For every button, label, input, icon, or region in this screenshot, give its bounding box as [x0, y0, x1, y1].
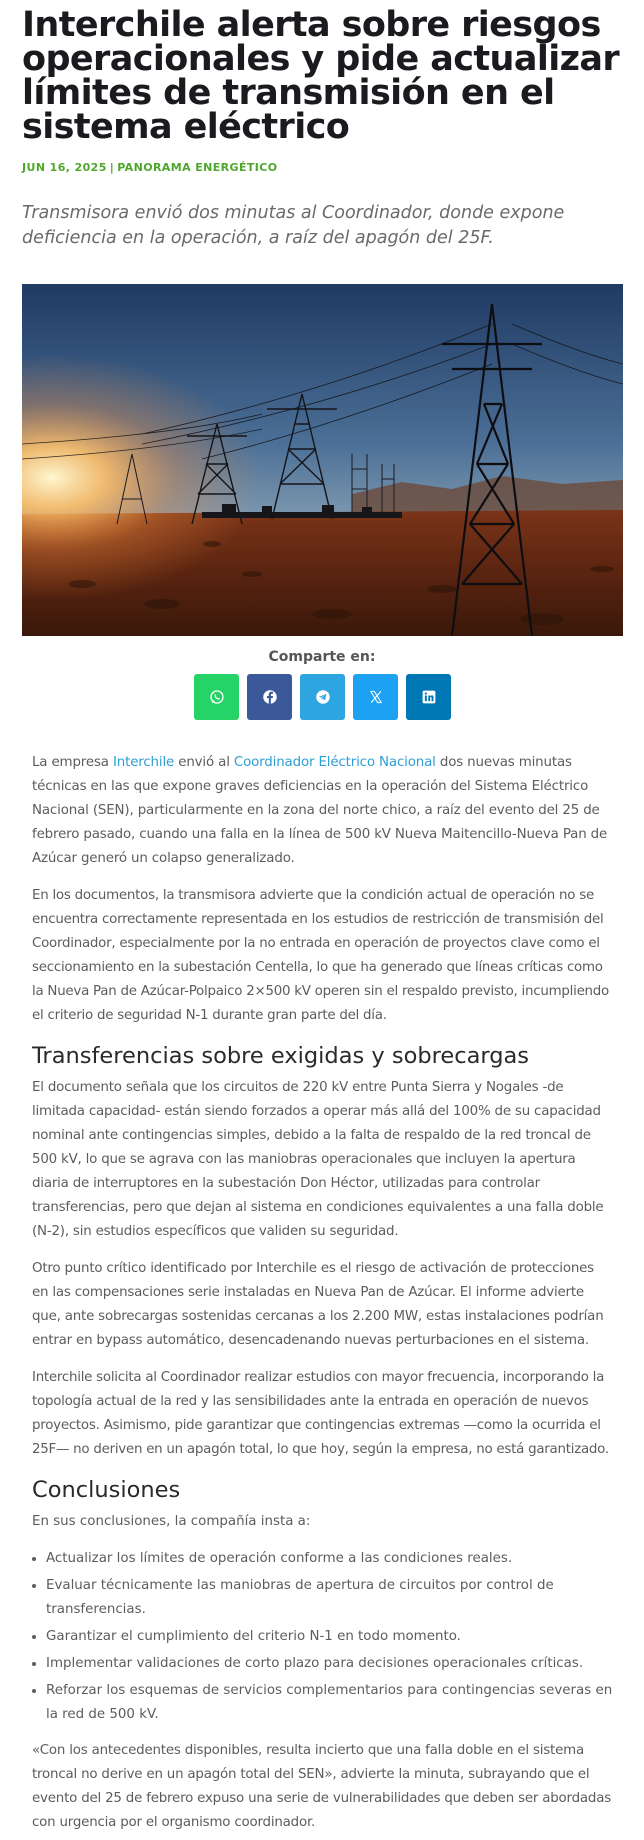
paragraph-requests: Interchile solicita al Coordinador realizar estudios con mayor frecuencia, incorporando la topología actual de la red y las sensibilidades ante la entrada en operación de nuevos proyectos. Asimismo, pide garantizar que contingencias extremas —como la ocurrida el 25F— no deriven en un apagón total, lo que hoy, según la empresa, no está garantizado. [32, 1370, 609, 1457]
article-title: Interchile alerta sobre riesgos operacionales y pide actualizar límites de transmisión en el sistema eléctrico [22, 5, 620, 147]
hero-image [22, 284, 623, 636]
intro-text-start: La empresa [32, 755, 113, 770]
facebook-icon [261, 688, 279, 706]
coordinador-link[interactable]: Coordinador Eléctrico Nacional [233, 755, 436, 770]
linkedin-share-button[interactable] [406, 674, 451, 720]
conclusions-list [32, 1547, 614, 1727]
paragraph-intro [32, 751, 614, 871]
share-buttons [194, 674, 451, 720]
paragraph-protections: Otro punto crítico identificado por Interchile es el riesgo de activación de protecciones en las compensaciones serie instaladas en Nueva Pan de Azúcar. El informe advierte que, ante sobrecargas sostenidas cercanas a los 2.200 MW, estas instalaciones podrían entrar en bypass automático, desencadenando nuevas perturbaciones en el sistema. [32, 1261, 604, 1348]
article-category[interactable]: PANORAMA ENERGÉTICO [117, 161, 278, 174]
article-subtitle: Transmisora envió dos minutas al Coordinador, donde expone deficiencia en la operación, a raíz del apagón del 25F. [22, 203, 565, 248]
interchile-link[interactable]: Interchile [112, 755, 175, 770]
heading-transferencias: Transferencias sobre exigidas y sobrecargas [32, 1043, 530, 1069]
paragraph-documents: En los documentos, la transmisora advierte que la condición actual de operación no se encuentra correctamente representada en los estudios de restricción de transmisión del Coordinador, especialmente por la no entrada en operación de proyectos clave como el seccionamiento en la subestación Centella, lo que ha generado que líneas críticas como la Nueva Pan de Azúcar-Polpaico 2×500 kV operen sin el respaldo previsto, incumpliendo el criterio de seguridad N-1 durante gran parte del día. [32, 888, 609, 1023]
intro-text-end: dos nuevas minutas técnicas en las que expone graves deficiencias en la operación del Sistema Eléctrico Nacional (SEN), particularmente en la zona del norte chico, a raíz del evento del 25 de febrero pasado, cuando una falla en la línea de 500 kV Nueva Maitencillo-Nueva Pan de Azúcar generó un colapso generalizado. [32, 755, 608, 866]
share-label: Comparte en: [268, 649, 376, 665]
article-body [32, 751, 614, 1840]
intro-text-mid: envió al [174, 755, 234, 770]
list-item: • Evaluar técnicamente las maniobras de apertura de circuitos por control de transferencias. [46, 1574, 614, 1622]
linkedin-icon [420, 688, 438, 706]
paragraph-circuits: El documento señala que los circuitos de 220 kV entre Punta Sierra y Nogales -de limitada capacidad- están siendo forzados a operar más allá del 100% de su capacidad nominal ante contingencias simples, debido a la falta de respaldo de la red troncal de 500 kV, lo que se agrava con las maniobras operacionales que incluyen la apertura diaria de interruptores en la subestación Don Héctor, utilizadas para controlar transferencias, pero que dejan al sistema en condiciones equivalentes a una falla doble (N-2), sin estudios específicos que validen su seguridad. [32, 1080, 604, 1239]
list-item: • Reforzar los esquemas de servicios complementarios para contingencias severas en la red de 500 kV. [46, 1679, 614, 1727]
x-icon [367, 688, 385, 706]
paragraph-quote: «Con los antecedentes disponibles, resulta incierto que una falla doble en el sistema troncal no derive en un apagón total del SEN», advierte la minuta, subrayando que el evento del 25 de febrero expuso una serie de vulnerabilidades que deben ser abordadas con urgencia por el organismo coordinador. [32, 1743, 612, 1830]
list-item: • Garantizar el cumplimiento del criterio N-1 en todo momento. [46, 1625, 614, 1649]
heading-conclusiones: Conclusiones [32, 1477, 181, 1503]
meta-separator: | [109, 161, 115, 174]
article-date: JUN 16, 2025 [22, 161, 107, 174]
list-item: • Implementar validaciones de corto plazo para decisiones operacionales críticas. [46, 1652, 614, 1676]
telegram-share-button[interactable] [300, 674, 345, 720]
article-meta [22, 161, 277, 174]
facebook-share-button[interactable] [247, 674, 292, 720]
list-item: • Actualizar los límites de operación conforme a las condiciones reales. [46, 1547, 614, 1571]
paragraph-conclusions-intro: En sus conclusiones, la compañía insta a: [32, 1514, 311, 1529]
x-share-button[interactable] [353, 674, 398, 720]
whatsapp-icon [208, 688, 226, 706]
telegram-icon [314, 688, 332, 706]
whatsapp-share-button[interactable] [194, 674, 239, 720]
power-transmission-towers-sunset-photo [22, 284, 623, 636]
